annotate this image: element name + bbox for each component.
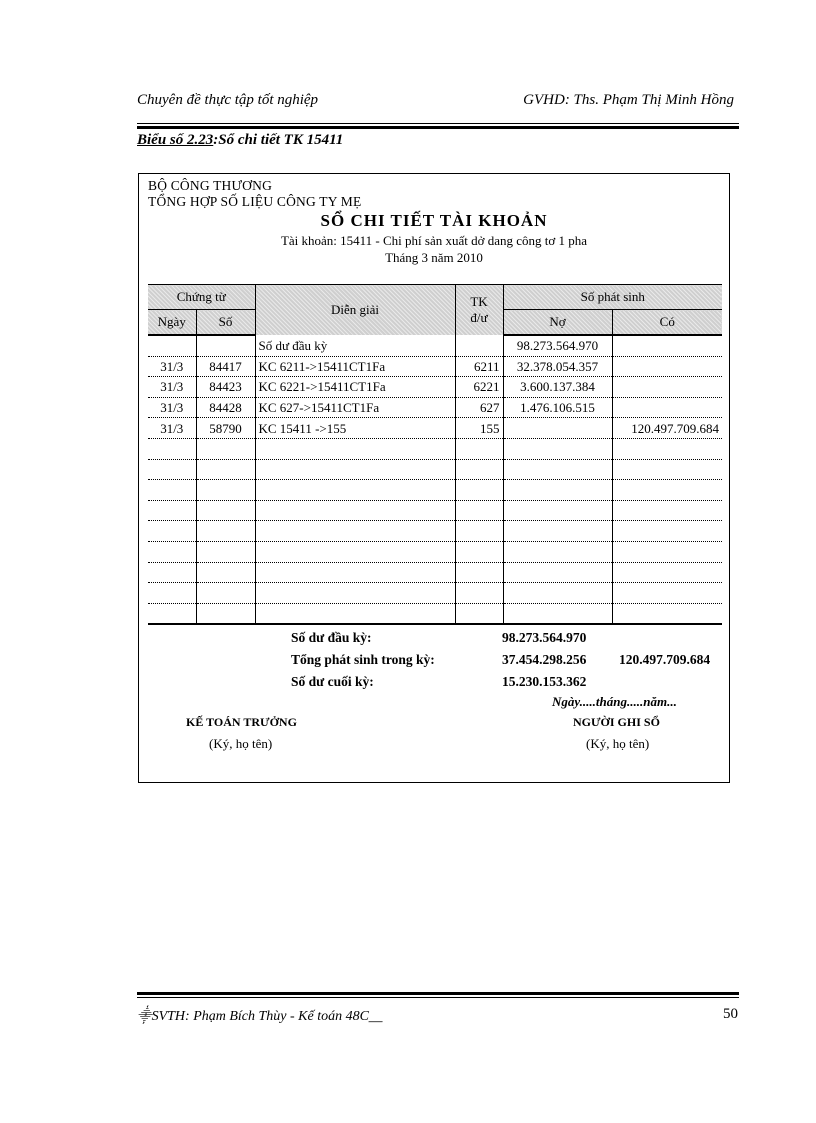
cell-account (455, 438, 503, 459)
cell-date (148, 438, 196, 459)
cell-number (196, 562, 255, 583)
header-debit: Nợ (503, 310, 612, 336)
cell-debit: 98.273.564.970 (503, 335, 612, 356)
cell-debit (503, 541, 612, 562)
summary-opening-debit: 98.273.564.970 (502, 630, 587, 645)
table-row (148, 418, 722, 439)
cell-debit (503, 562, 612, 583)
cell-number (196, 521, 255, 542)
cell-account (455, 335, 503, 356)
cell-account: 627 (455, 397, 503, 418)
cell-date: 31/3 (148, 356, 196, 377)
cell-number: 84417 (196, 356, 255, 377)
cell-debit (503, 438, 612, 459)
header-contra-account-line2: đ/ư (470, 310, 488, 325)
cell-number (196, 500, 255, 521)
footer-rule-thick (137, 992, 739, 995)
cell-date (148, 562, 196, 583)
table-row (148, 356, 722, 377)
cell-credit (612, 459, 722, 480)
period-line: Tháng 3 năm 2010 (385, 250, 483, 265)
ledger-header-row (148, 285, 722, 310)
cell-credit (612, 356, 722, 377)
table-row (148, 438, 722, 459)
summary-closing-label: Số dư cuối kỳ: (291, 674, 374, 689)
table-row (148, 500, 722, 521)
exhibit-caption: :Sổ chi tiết TK 15411 (213, 132, 344, 148)
cell-credit (612, 480, 722, 501)
cell-description (255, 562, 455, 583)
header-number: Số (196, 310, 255, 336)
summary-total-label: Tổng phát sinh trong kỳ: (291, 652, 435, 667)
cell-account: 6211 (455, 356, 503, 377)
cell-credit (612, 335, 722, 356)
cell-credit (612, 500, 722, 521)
cell-account (455, 583, 503, 604)
cell-credit (612, 541, 722, 562)
cell-date: 31/3 (148, 418, 196, 439)
cell-debit (503, 500, 612, 521)
table-row (148, 397, 722, 418)
cell-credit (612, 438, 722, 459)
org-line-2: TỔNG HỢP SỐ LIỆU CÔNG TY MẸ (148, 194, 362, 209)
cell-debit: 32.378.054.357 (503, 356, 612, 377)
cell-credit (612, 521, 722, 542)
cell-credit: 120.497.709.684 (612, 418, 722, 439)
cell-debit (503, 418, 612, 439)
cell-debit: 1.476.106.515 (503, 397, 612, 418)
cell-number (196, 480, 255, 501)
header-rule-thin (137, 123, 739, 124)
header-date: Ngày (148, 310, 196, 336)
cell-account (455, 459, 503, 480)
table-row (148, 603, 722, 624)
cell-description (255, 583, 455, 604)
cell-description: KC 15411 ->155 (255, 418, 455, 439)
cell-date (148, 541, 196, 562)
cell-account (455, 480, 503, 501)
exhibit-title (137, 132, 343, 149)
footer-author: SVTH: Phạm Bích Thùy - Kế toán 48C (151, 1009, 369, 1024)
ledger-table (148, 284, 722, 625)
cell-description (255, 459, 455, 480)
chief-accountant-title: KẾ TOÁN TRƯỞNG (186, 715, 297, 729)
header-amount: Số phát sinh (503, 285, 722, 310)
cell-debit: 3.600.137.384 (503, 377, 612, 398)
page-number: 50 (723, 1006, 738, 1022)
header-description: Diễn giải (255, 285, 455, 336)
cell-description (255, 603, 455, 624)
header-contra-account (455, 285, 503, 336)
account-line: Tài khoản: 15411 - Chi phí sản xuất dở dang công tơ 1 pha (280, 233, 588, 248)
cell-number (196, 459, 255, 480)
cell-number (196, 583, 255, 604)
page-header-right: GVHD: Ths. Phạm Thị Minh Hồng (523, 92, 734, 108)
footer-rule-thin (137, 997, 739, 998)
cell-debit (503, 583, 612, 604)
cell-date (148, 500, 196, 521)
cell-number (196, 335, 255, 356)
cell-account (455, 603, 503, 624)
cell-account (455, 521, 503, 542)
summary-closing-debit: 15.230.153.362 (502, 674, 587, 689)
cell-account: 155 (455, 418, 503, 439)
cell-description (255, 500, 455, 521)
cell-credit (612, 562, 722, 583)
cell-date (148, 583, 196, 604)
cell-date: 31/3 (148, 397, 196, 418)
cell-date: 31/3 (148, 377, 196, 398)
org-line-1: BỘ CÔNG THƯƠNG (148, 178, 273, 193)
bookkeeper-title: NGƯỜI GHI SỔ (573, 715, 660, 729)
page-footer-left (137, 1006, 383, 1025)
cell-description: KC 6211->15411CT1Fa (255, 356, 455, 377)
table-row (148, 377, 722, 398)
cell-date (148, 335, 196, 356)
exhibit-label: Biểu số 2.23 (137, 132, 214, 148)
page-header-left: Chuyên đề thực tập tốt nghiệp (137, 92, 319, 108)
cell-date (148, 603, 196, 624)
table-row (148, 480, 722, 501)
cell-description (255, 480, 455, 501)
cell-description: Số dư đầu kỳ (255, 335, 455, 356)
table-row (148, 459, 722, 480)
cell-credit (612, 397, 722, 418)
cell-debit (503, 521, 612, 542)
cell-debit (503, 459, 612, 480)
ornament-left-icon: ⸎ (137, 1009, 152, 1024)
header-rule-thick (137, 126, 739, 129)
cell-credit (612, 583, 722, 604)
document-title: SỔ CHI TIẾT TÀI KHOẢN (320, 211, 548, 230)
table-row (148, 562, 722, 583)
cell-date (148, 459, 196, 480)
cell-account: 6221 (455, 377, 503, 398)
cell-number: 84428 (196, 397, 255, 418)
table-row (148, 541, 722, 562)
summary-opening-label: Số dư đầu kỳ: (291, 630, 372, 645)
cell-description: KC 627->15411CT1Fa (255, 397, 455, 418)
cell-description (255, 541, 455, 562)
table-row (148, 521, 722, 542)
cell-credit (612, 377, 722, 398)
ornament-right-icon: ⸏ (368, 1009, 383, 1024)
summary-total-debit: 37.454.298.256 (502, 652, 587, 667)
bookkeeper-note: (Ký, họ tên) (586, 736, 650, 751)
cell-description (255, 438, 455, 459)
header-voucher: Chứng từ (148, 285, 255, 310)
table-row (148, 583, 722, 604)
cell-account (455, 500, 503, 521)
cell-description (255, 521, 455, 542)
cell-debit (503, 603, 612, 624)
cell-description: KC 6221->15411CT1Fa (255, 377, 455, 398)
cell-number (196, 541, 255, 562)
header-contra-account-line1: TK (470, 294, 488, 309)
cell-account (455, 562, 503, 583)
cell-debit (503, 480, 612, 501)
header-credit: Có (612, 310, 722, 336)
cell-credit (612, 603, 722, 624)
cell-date (148, 480, 196, 501)
cell-number: 58790 (196, 418, 255, 439)
cell-number: 84423 (196, 377, 255, 398)
summary-total-credit: 120.497.709.684 (619, 652, 711, 667)
cell-account (455, 541, 503, 562)
chief-accountant-note: (Ký, họ tên) (209, 736, 273, 751)
date-line: Ngày.....tháng.....năm... (552, 694, 677, 709)
cell-date (148, 521, 196, 542)
cell-number (196, 603, 255, 624)
table-row (148, 335, 722, 356)
cell-number (196, 438, 255, 459)
